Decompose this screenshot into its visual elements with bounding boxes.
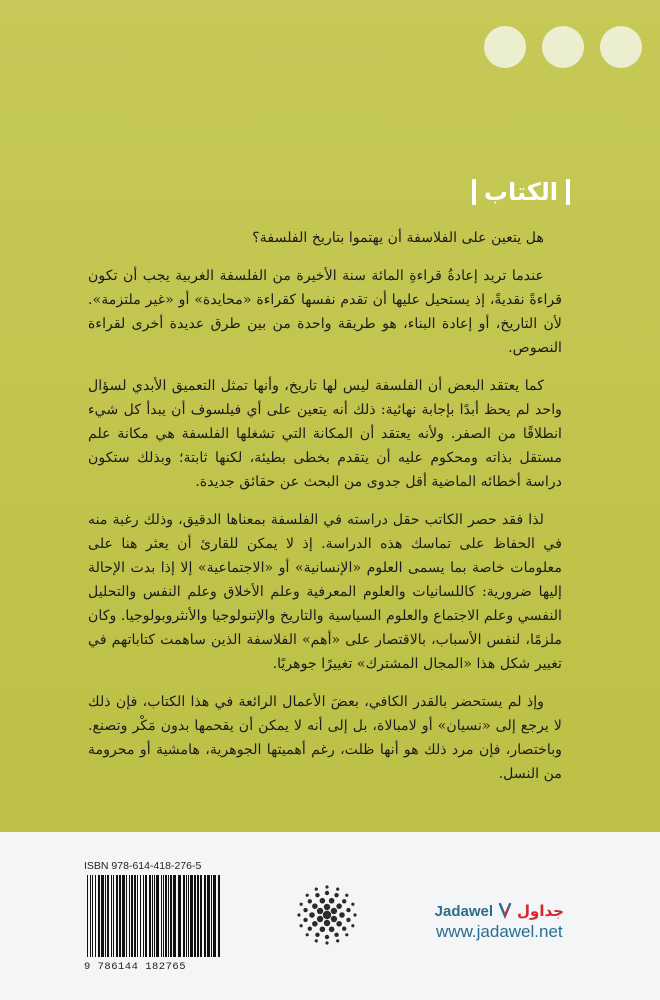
barcode-number: 9 786144 182765 xyxy=(84,961,187,973)
blurb-paragraph: كما يعتقد البعض أن الفلسفة ليس لها تاريخ، وأنها تمثل التعميق الأبدي لسؤال واحد لم يحظ أبدًا بإجابة نهائية: ذلك أنه يتعين على أي فيلسوف أن يبدأ كل شيء انطلاقًا من الصفر. ولأنه يعتقد أن المكانة التي تشغلها الفلسفة هي مكانة علم مستقل بذاته ومحكوم عليه أن يتقدم بخطى بطيئة، لكنها ثابتة؛ وبذلك ستكون دراسة أخطائه الماضية أقل جدوى من البحث عن حقائق جديدة. xyxy=(88,378,562,490)
heading-bar-left xyxy=(472,179,476,205)
blurb-paragraph: عندما تريد إعادةُ قراءةِ المائة سنة الأخيرة من الفلسفة الغربية يجب أن تكون قراءةً نقديةً، إذ يستحيل عليها أن تقدم نفسها كقراءة «محايدة» أو «غير ملتزمة». لأن التاريخ، أو إعادة البناء، هو طريقة واحدة من بين طرق عديدة أخرى لقراءة النصوص. xyxy=(88,268,562,356)
isbn-label: ISBN 978-614-418-276-5 xyxy=(84,860,202,872)
dot-icon xyxy=(600,26,642,68)
section-title: الكتاب xyxy=(483,178,558,206)
blurb-question: هل يتعين على الفلاسفة أن يهتموا بتاريخ الفلسفة؟ xyxy=(252,230,544,246)
decorative-dots xyxy=(484,26,642,68)
publisher-name-ar: جداول xyxy=(517,902,564,920)
blurb-paragraph: وإذ لم يستحضر بالقدر الكافي، بعضَ الأعمال الرائعة في هذا الكتاب، فإن ذلك لا يرجع إلى «نسيان» أو لامبالاة، بل إلى أنه لا يمكن أن يقحمها بدون مَكْر وتصنع. وباختصار، فإن مرد ذلك هو أنها ظلت، رغم أهميتها الجوهرية، هامشية أو محرومة من النسل. xyxy=(88,694,562,782)
dot-icon xyxy=(484,26,526,68)
section-heading xyxy=(472,178,570,206)
publisher-url: www.jadawel.net xyxy=(436,922,563,941)
publisher-mark-icon xyxy=(498,902,512,920)
publisher-emblem-icon xyxy=(294,882,360,948)
publisher-name-en: Jadawel xyxy=(434,902,494,920)
barcode-block xyxy=(82,860,230,972)
publisher-logo xyxy=(435,902,564,942)
dot-icon xyxy=(542,26,584,68)
heading-bar-right xyxy=(566,179,570,205)
barcode-icon xyxy=(85,875,225,957)
blurb-paragraph: لذا فقد حصر الكاتب حقل دراسته في الفلسفة بمعناها الدقيق، وذلك رغبة منه في الحفاظ على تماسك هذه الدراسة. إذ لا يمكن للقارئ أن يعثر هنا على معلومات خاصة بما يسمى العلوم «الإنسانية» أو «الاجتماعية» إلا إذا بدت الإحالة إليها ضرورية: كاللسانيات والعلوم المعرفية وعلم الأخلاق وعلم النفس والتحليل النفسي وعلم الاجتماع والعلوم السياسية والتاريخ والإتنولوجيا والأنثروبولوجيا. وكان ملزمًا، لنفس الأسباب، بالاقتصار على «أهم» الفلاسفة الذين ساهمت كتاباتهم في تغيير شكل هذا «المجال المشترك» تغييرًا جوهريًا. xyxy=(88,512,562,672)
blurb-text xyxy=(88,226,562,800)
